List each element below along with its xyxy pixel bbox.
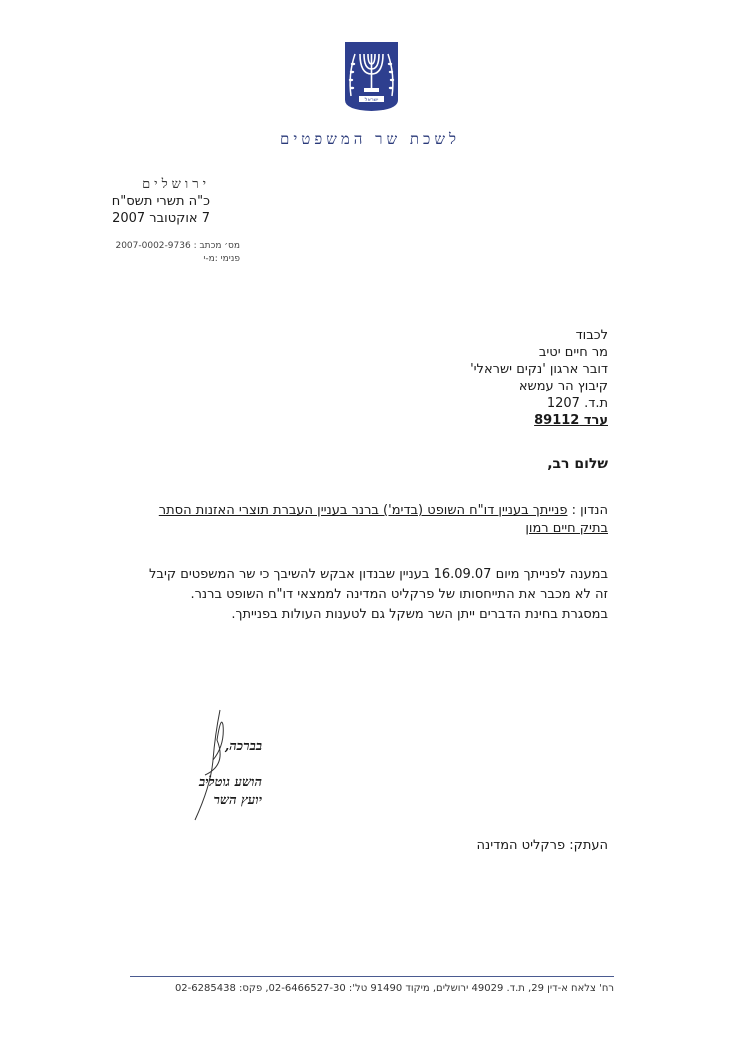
recipient-line: קיבוץ הר עמשא (518, 379, 608, 394)
signer-name: הושע גוטליב (198, 775, 262, 790)
body-line: במסגרת בחינת הדברים ייתן השר משקל גם לטענות העולות בפנייתך. (231, 607, 608, 622)
emblem-caption: ישראל (364, 97, 379, 103)
subject-label: הנדון : (571, 503, 608, 518)
footer-divider (130, 976, 614, 977)
reference-label: מס׳ מכתב : (193, 241, 240, 251)
recipient-line: לכבוד (575, 328, 608, 343)
closing: בברכה, (224, 739, 262, 754)
subject-line-2: בתיק חיים רמון (525, 521, 608, 536)
reference-block (60, 240, 240, 266)
state-emblem (343, 40, 400, 112)
reference-line (60, 240, 240, 253)
recipient-line: ת.ד. 1207 (546, 396, 608, 411)
recipient-line: דובר ארגון 'נקים ישראלי' (470, 362, 608, 377)
internal-code: פנימי :מ-י (203, 254, 240, 264)
date-block (60, 176, 210, 227)
gregorian-date: 7 אוקטובר 2007 (112, 211, 210, 226)
recipient-address (390, 327, 608, 429)
hebrew-date: כ"ה תשרי תשס"ח (111, 194, 210, 209)
recipient-line: מר חיים יטיב (538, 345, 608, 360)
greeting: שלום רב, (547, 456, 608, 472)
recipient-city: ערד 89112 (534, 413, 608, 428)
body-line: זה לא מכבר את התייחסותו של פרקליט המדינה לממצאי דו"ח השופט ברנר. (190, 587, 608, 602)
footer-address: רח' צלאח א-דין 29, ת.ד. 49029 ירושלים, מיקוד 91490 טל': 02-6466527-30, פקס: 02-6285438 (174, 983, 614, 994)
letter-body (140, 565, 608, 625)
cc-line: העתק: פרקליט המדינה (476, 838, 608, 853)
body-line: במענה לפנייתך מיום 16.09.07 בעניין שבנדון אבקש להשיבך כי שר המשפטים קיבל (149, 567, 608, 582)
menorah-emblem-icon (343, 40, 400, 112)
city: ירושלים (142, 177, 210, 192)
office-title: לשכת שר המשפטים (280, 130, 460, 148)
reference-number: 2007-0002-9736 (115, 241, 191, 251)
subject-line-1: פנייתך בעניין דו"ח השופט (בדימ') ברנר בעניין העברת תוצרי האזנות הסתר (158, 503, 568, 518)
signature-block (160, 738, 262, 810)
signer-title: יועץ השר (213, 793, 262, 808)
subject (100, 502, 608, 538)
